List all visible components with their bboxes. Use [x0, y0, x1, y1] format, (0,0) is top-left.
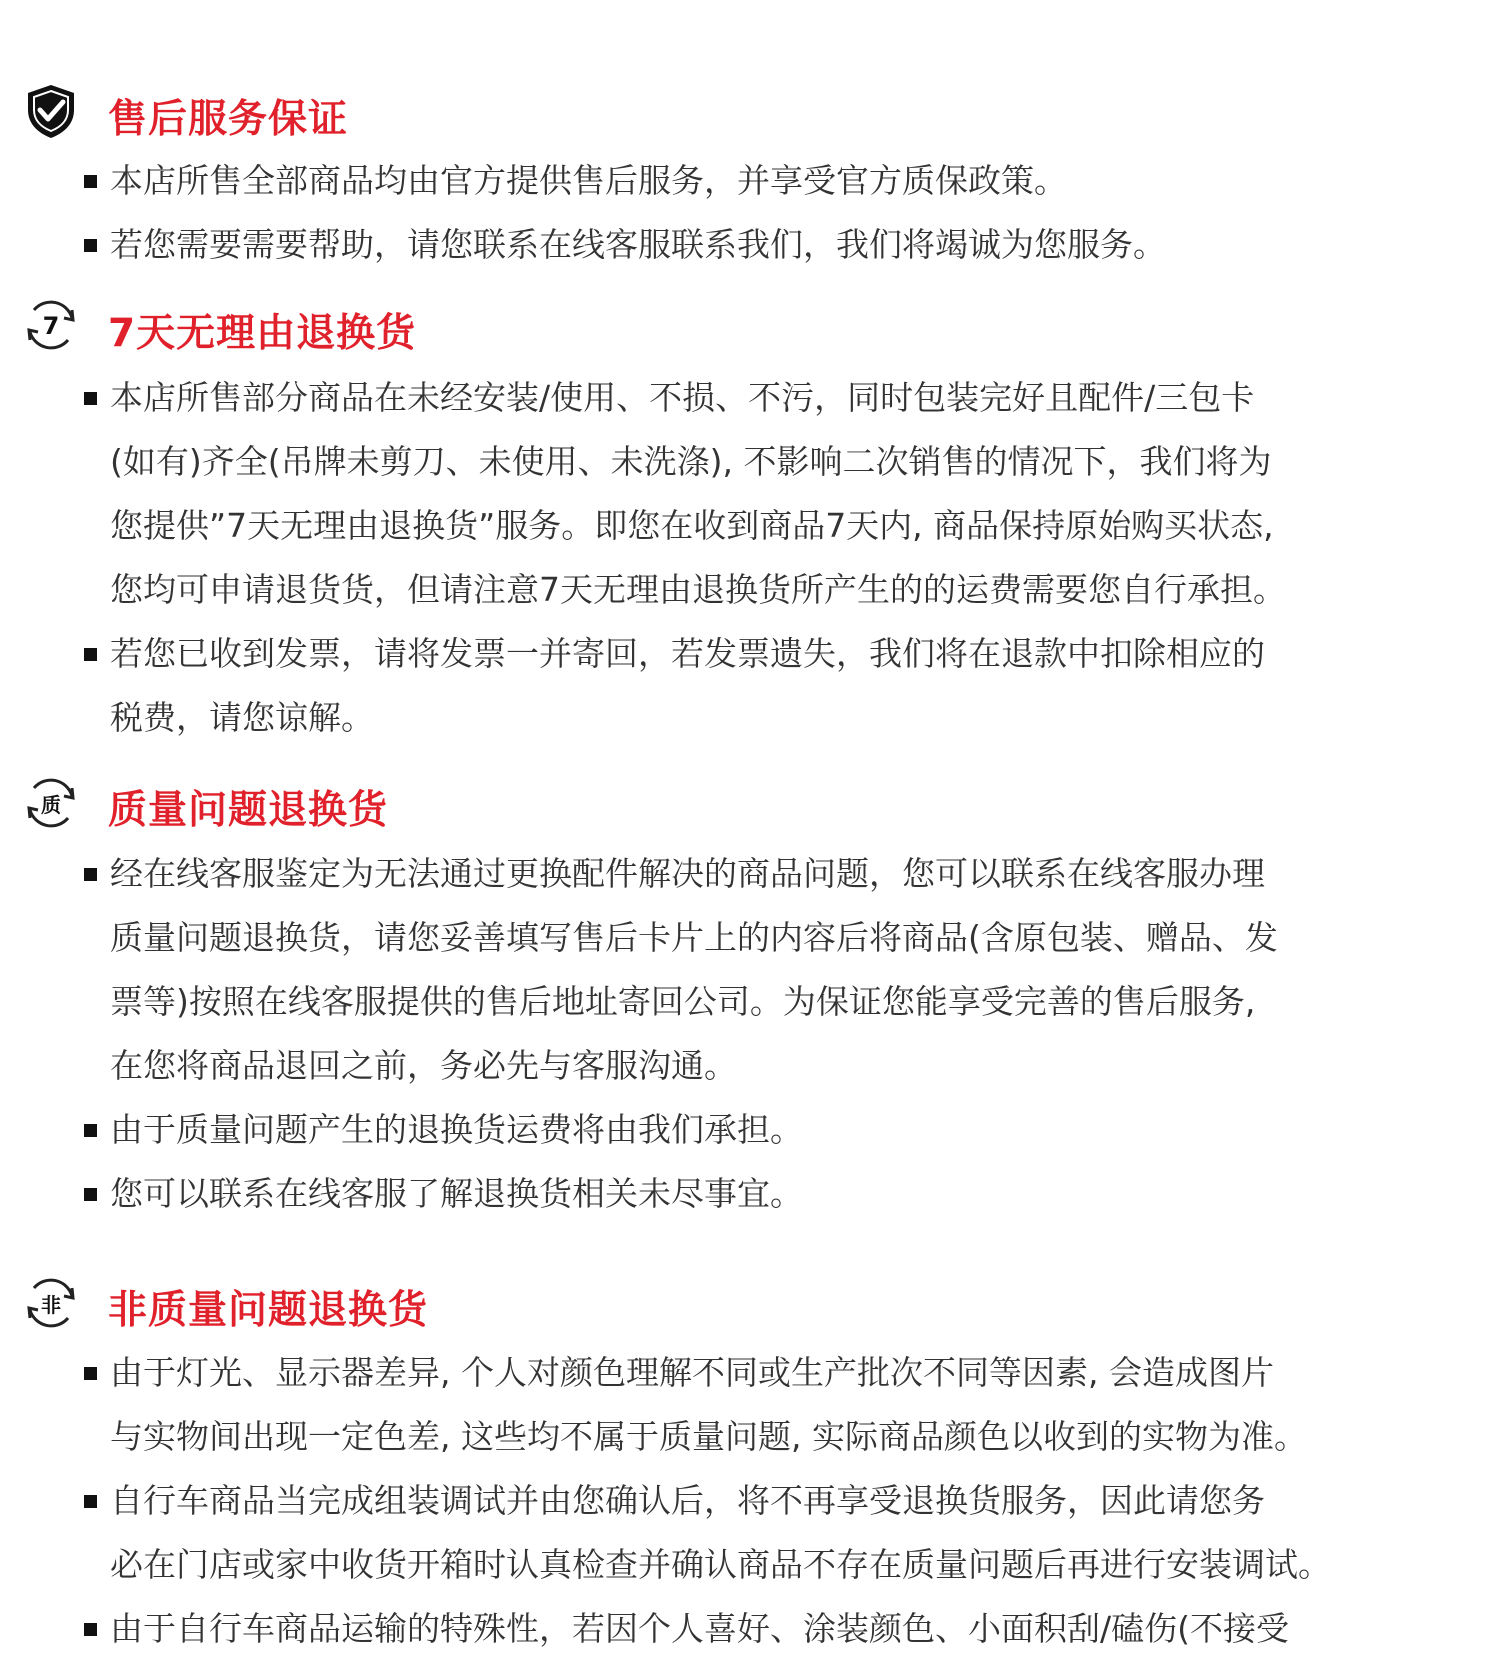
list-item: [110, 842, 1460, 1098]
item-text: 您可以联系在线客服了解退换货相关未尽事宜。: [110, 1174, 803, 1213]
item-text: 质量问题退换货，请您妥善填写售后卡片上的内容后将商品(含原包装、赠品、发: [110, 918, 1278, 957]
item-text: 税费，请您谅解。: [110, 698, 374, 737]
list-item: [110, 1597, 1460, 1661]
list-item: [110, 213, 1460, 277]
item-text: 票等)按照在线客服提供的售后地址寄回公司。为保证您能享受完善的售后服务,: [110, 982, 1256, 1021]
list-item: [110, 1341, 1460, 1469]
bullet-marker: [84, 1495, 97, 1508]
bullet-marker: [84, 1188, 97, 1201]
item-text: 由于质量问题产生的退换货运费将由我们承担。: [110, 1110, 803, 1149]
item-text: 由于灯光、显示器差异, 个人对颜色理解不同或生产批次不同等因素, 会造成图片: [110, 1353, 1274, 1392]
list-item: [110, 1098, 1460, 1162]
icon-label: 质: [41, 793, 61, 817]
item-text: 您均可申请退货货，但请注意7天无理由退换货所产生的的运费需要您自行承担。: [110, 570, 1286, 609]
bullet-marker: [84, 1623, 97, 1636]
icon-label: 7: [42, 312, 60, 340]
item-text: 若您已收到发票，请将发票一并寄回，若发票遗失，我们将在退款中扣除相应的: [110, 634, 1265, 673]
item-text: 您提供”7天无理由退换货”服务。即您在收到商品7天内, 商品保持原始购买状态,: [110, 506, 1274, 545]
item-text: 本店所售部分商品在未经安装/使用、不损、不污，同时包装完好且配件/三包卡: [110, 378, 1255, 417]
shield-check-icon: [22, 82, 80, 140]
bullet-marker: [84, 1367, 97, 1380]
item-text: (如有)齐全(吊牌未剪刀、未使用、未洗涤), 不影响二次销售的情况下，我们将为: [110, 442, 1272, 481]
section-title: 质量问题退换货: [108, 788, 389, 833]
quality-return-icon: [22, 774, 80, 832]
item-text: 必在门店或家中收货开箱时认真检查并确认商品不存在质量问题后再进行安装调试。: [110, 1545, 1331, 1584]
list-item: [110, 622, 1460, 750]
icon-label: 非: [41, 1293, 61, 1317]
list-item: [110, 1162, 1460, 1226]
item-text: 经在线客服鉴定为无法通过更换配件解决的商品问题，您可以联系在线客服办理: [110, 854, 1265, 893]
section-title: 7天无理由退换货: [108, 311, 417, 356]
section-title: 非质量问题退换货: [108, 1288, 429, 1333]
bullet-marker: [84, 175, 97, 188]
item-text: 与实物间出现一定色差, 这些均不属于质量问题, 实际商品颜色以收到的实物为准。: [110, 1417, 1307, 1456]
return-7-days-icon: [22, 296, 80, 354]
item-text: 自行车商品当完成组装调试并由您确认后，将不再享受退换货服务，因此请您务: [110, 1481, 1265, 1520]
section-title: 售后服务保证: [108, 97, 349, 142]
item-text: 本店所售全部商品均由官方提供售后服务，并享受官方质保政策。: [110, 161, 1067, 200]
list-item: [110, 1469, 1460, 1597]
list-item: [110, 149, 1460, 213]
bullet-marker: [84, 239, 97, 252]
bullet-marker: [84, 868, 97, 881]
item-text: 由于自行车商品运输的特殊性，若因个人喜好、涂装颜色、小面积刮/磕伤(不接受: [110, 1609, 1289, 1648]
bullet-marker: [84, 648, 97, 661]
bullet-marker: [84, 392, 97, 405]
list-item: [110, 366, 1460, 622]
item-text: 在您将商品退回之前，务必先与客服沟通。: [110, 1046, 737, 1085]
item-text: 若您需要需要帮助，请您联系在线客服联系我们，我们将竭诚为您服务。: [110, 225, 1166, 264]
non-quality-return-icon: [22, 1274, 80, 1332]
bullet-marker: [84, 1124, 97, 1137]
